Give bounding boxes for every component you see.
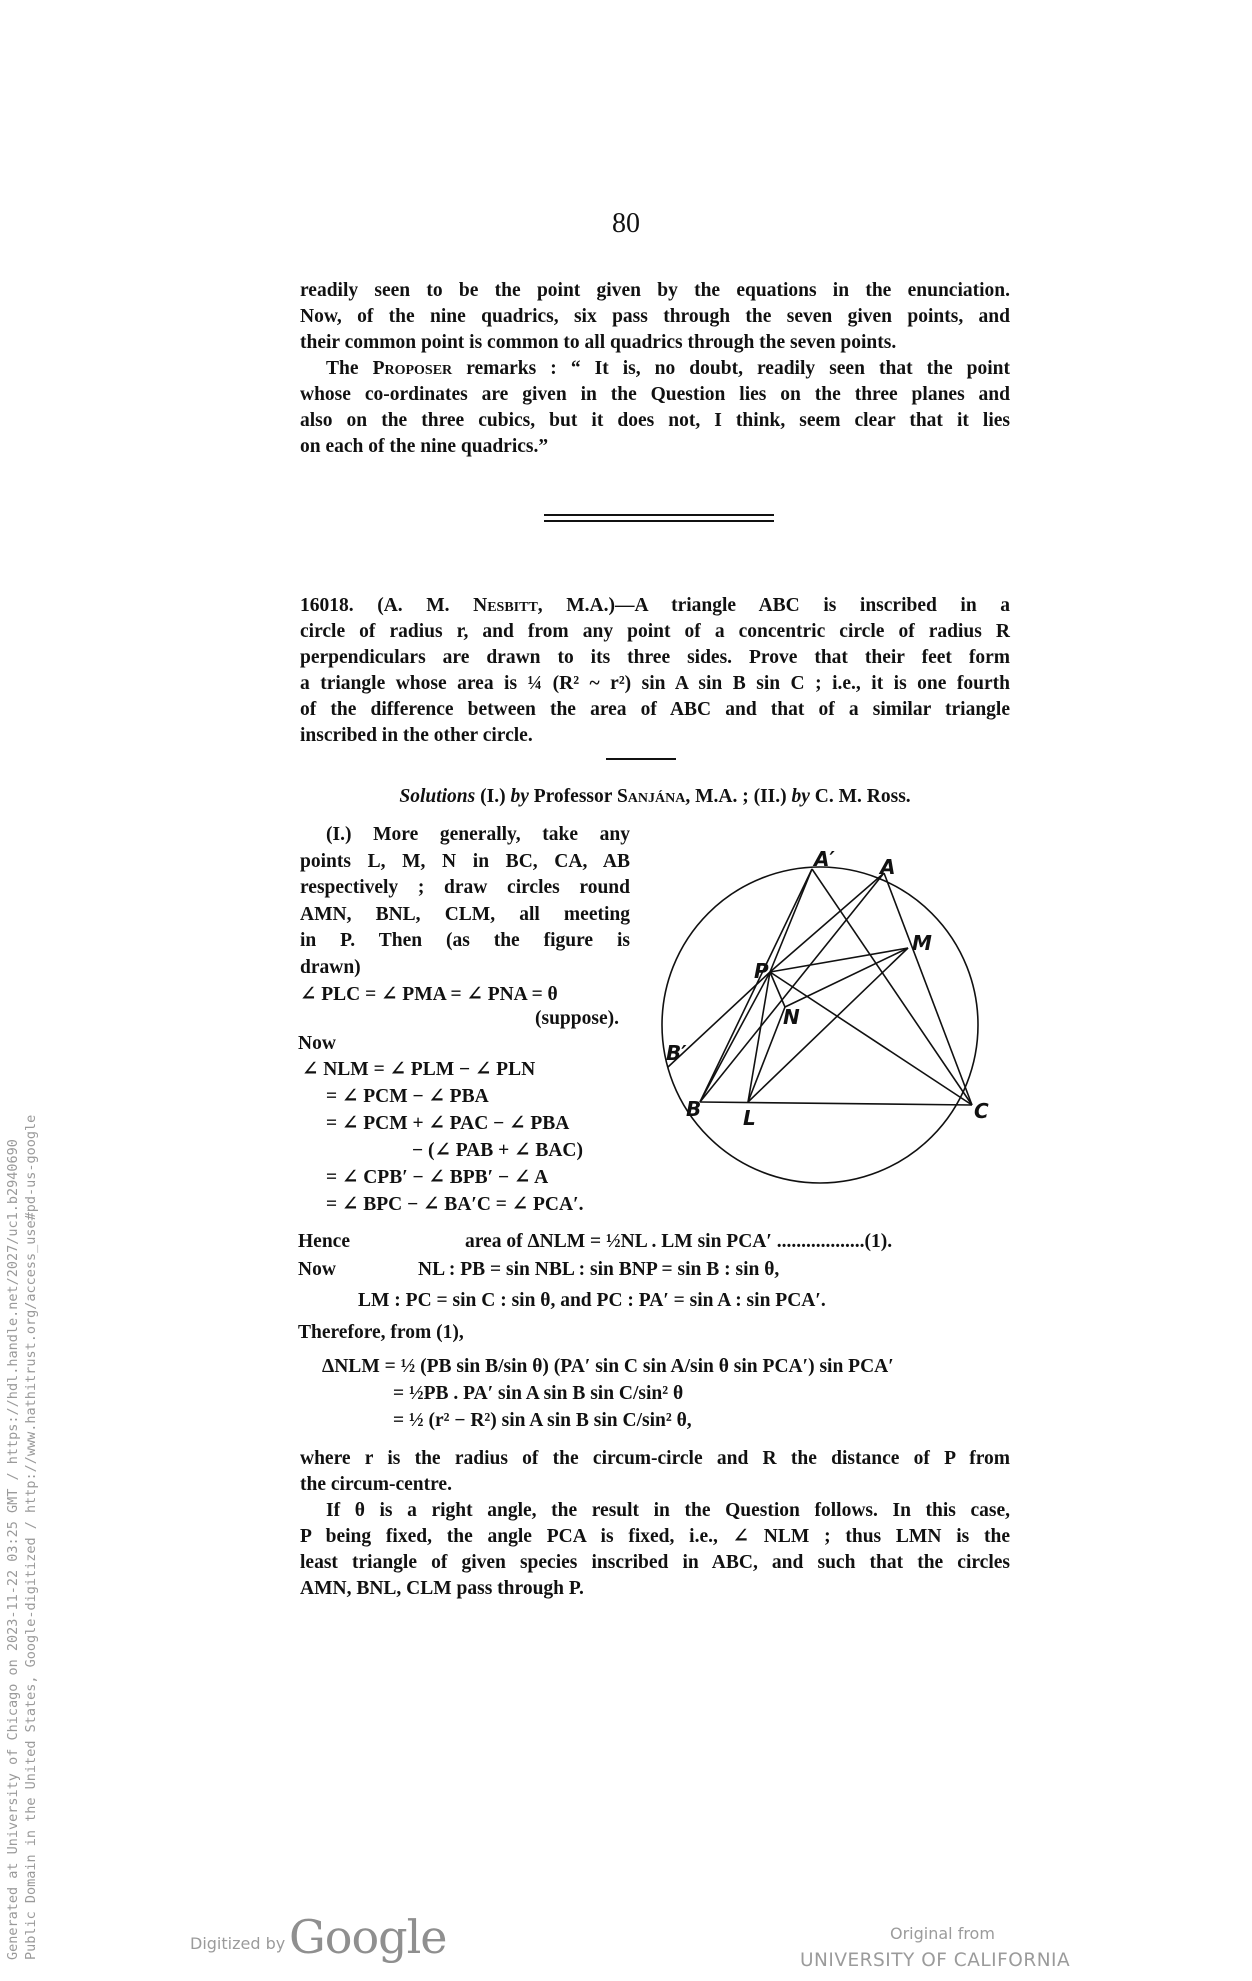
page-number: 80 [612,208,640,239]
angle-equation: ∠ PLC = ∠ PMA = ∠ PNA = θ [300,984,558,1005]
line-p-c [770,972,972,1105]
intro-paragraph [300,278,1010,356]
remark-line: whose co-ordinates are given in the Question lies on the three planes and [300,384,1010,405]
intro-line: their common point is common to all quadrics through the seven points. [300,332,897,353]
column-line: in P. Then (as the figure is [300,930,630,951]
label-c: C [974,1099,989,1123]
angle-chain-line: = ∠ PCM + ∠ PAC − ∠ PBA [326,1113,570,1134]
label-p: P [754,959,769,983]
proposer-remark [300,356,1010,460]
line-n-m [785,948,908,1007]
side-ac [884,873,972,1105]
now-label: Now [298,1033,336,1054]
column-line: (I.) More generally, take any [326,824,630,845]
conclusion-line: P being fixed, the angle PCA is fixed, i.e., ∠ NLM ; thus LMN is the [300,1526,1010,1547]
ratio-equation-1: NL : PB = sin NBL : sin BNP = sin B : sin θ, [418,1259,780,1280]
question-line: of the difference between the area of ABC and that of a similar triangle [300,699,1010,720]
angle-chain-line: = ∠ BPC − ∠ BA′C = ∠ PCA′. [326,1194,584,1215]
where-paragraph [300,1446,1010,1498]
section-divider-top [544,514,774,516]
intro-line: Now, of the nine quadrics, six pass through the seven given points, and [300,306,1010,327]
line-p-aprime [770,869,812,972]
angle-chain-line: = ∠ PCM − ∠ PBA [326,1086,489,1107]
question-first-line: 16018. (A. M. Nesbitt, M.A.)—A triangle ABC is inscribed in a [300,595,1011,616]
conclusion-paragraph [300,1498,1010,1602]
question-line: inscribed in the other circle. [300,725,533,746]
side-note-line: Public Domain in the United States, Google-digitized / http://www.hathitrust.org/access_use#pd-us-google [23,1114,39,1960]
question-number: 16018. [300,595,354,616]
side-bc [700,1102,972,1105]
line-l-n [748,1007,785,1102]
therefore-line: Therefore, from (1), [298,1322,464,1343]
proposer-label: Proposer [372,358,453,379]
hathitrust-side-note [4,1115,40,1960]
triangle-area-line-2: = ½PB . PA′ sin A sin B sin C/sin² θ [393,1383,684,1404]
ratio-equation-2: LM : PC = sin C : sin θ, and PC : PA′ = sin A : sin PCA′. [358,1290,826,1311]
label-l: L [743,1106,756,1130]
solution-intro-column [300,822,630,981]
angle-chain-line: − (∠ PAB + ∠ BAC) [412,1140,583,1161]
side-ab [700,873,884,1102]
conclusion-line: AMN, BNL, CLM pass through P. [300,1578,584,1599]
question-16018 [300,593,1010,749]
side-note-line: Generated at University of Chicago on 2023-11-22 03:25 GMT / https://hdl.handle.net/2027/uc1.b2940690 [5,1139,21,1960]
conclusion-line: If θ is a right angle, the result in the Question follows. In this case, [326,1500,1010,1521]
circumcircle [662,867,978,1183]
label-n: N [783,1005,800,1029]
angle-chain-line: ∠ NLM = ∠ PLM − ∠ PLN [302,1059,536,1080]
triangle-area-line-1: ΔNLM = ½ (PB sin B/sin θ) (PA′ sin C sin A/sin θ sin PCA′) sin PCA′ [322,1356,894,1377]
now-label-2: Now [298,1259,336,1280]
question-line: circle of radius r, and from any point of a concentric circle of radius R [300,621,1010,642]
remark-first-line: The Proposer remarks : “ It is, no doubt, readily seen that the point [326,358,1010,379]
column-line: drawn) [300,956,361,978]
intro-line: readily seen to be the point given by the equations in the enunciation. [300,280,1010,301]
column-line: points L, M, N in BC, CA, AB [300,850,630,872]
area-equation: area of ΔNLM = ½NL . LM sin PCA′ ..................(1). [465,1231,893,1252]
label-a-prime: A′ [814,847,835,871]
remark-line: also on the three cubics, but it does not, I think, seem clear that it lies [300,410,1010,431]
angle-chain-line: = ∠ CPB′ − ∠ BPB′ − ∠ A [326,1167,549,1188]
section-divider-bottom [544,520,774,522]
column-line: respectively ; draw circles round [300,877,630,898]
where-line: where r is the radius of the circum-circle and R the distance of P from [300,1448,1010,1469]
line-aprime-c [812,869,972,1105]
label-a: A [880,855,896,879]
digitized-by-label: Digitized by [190,1934,286,1953]
suppose-note: (suppose). [535,1008,619,1029]
university-label: UNIVERSITY OF CALIFORNIA [800,1950,1071,1971]
column-line: AMN, BNL, CLM, all meeting [300,903,630,925]
triangle-area-line-3: = ½ (r² − R²) sin A sin B sin C/sin² θ, [393,1410,692,1431]
original-from-label: Original from [890,1924,995,1943]
question-author: Nesbitt [473,595,538,616]
solutions-heading: Solutions (I.) by Professor Sanjána, M.A. ; (II.) by C. M. Ross. [399,786,911,807]
conclusion-line: least triangle of given species inscribed in ABC, and such that the circles [300,1552,1010,1573]
where-line: the circum-centre. [300,1474,452,1495]
question-line: a triangle whose area is ¼ (R² ~ r²) sin A sin B sin C ; i.e., it is one fourth [300,673,1010,694]
label-m: M [912,931,932,955]
remark-line: on each of the nine quadrics.” [300,436,549,457]
google-logo: Google [289,1910,447,1964]
short-divider [606,758,676,760]
hence-label: Hence [298,1231,350,1252]
label-b: B [686,1097,702,1121]
label-b-prime: B′ [666,1041,687,1065]
geometry-figure [650,840,1010,1220]
question-line: perpendiculars are drawn to its three sides. Prove that their feet form [300,647,1010,668]
